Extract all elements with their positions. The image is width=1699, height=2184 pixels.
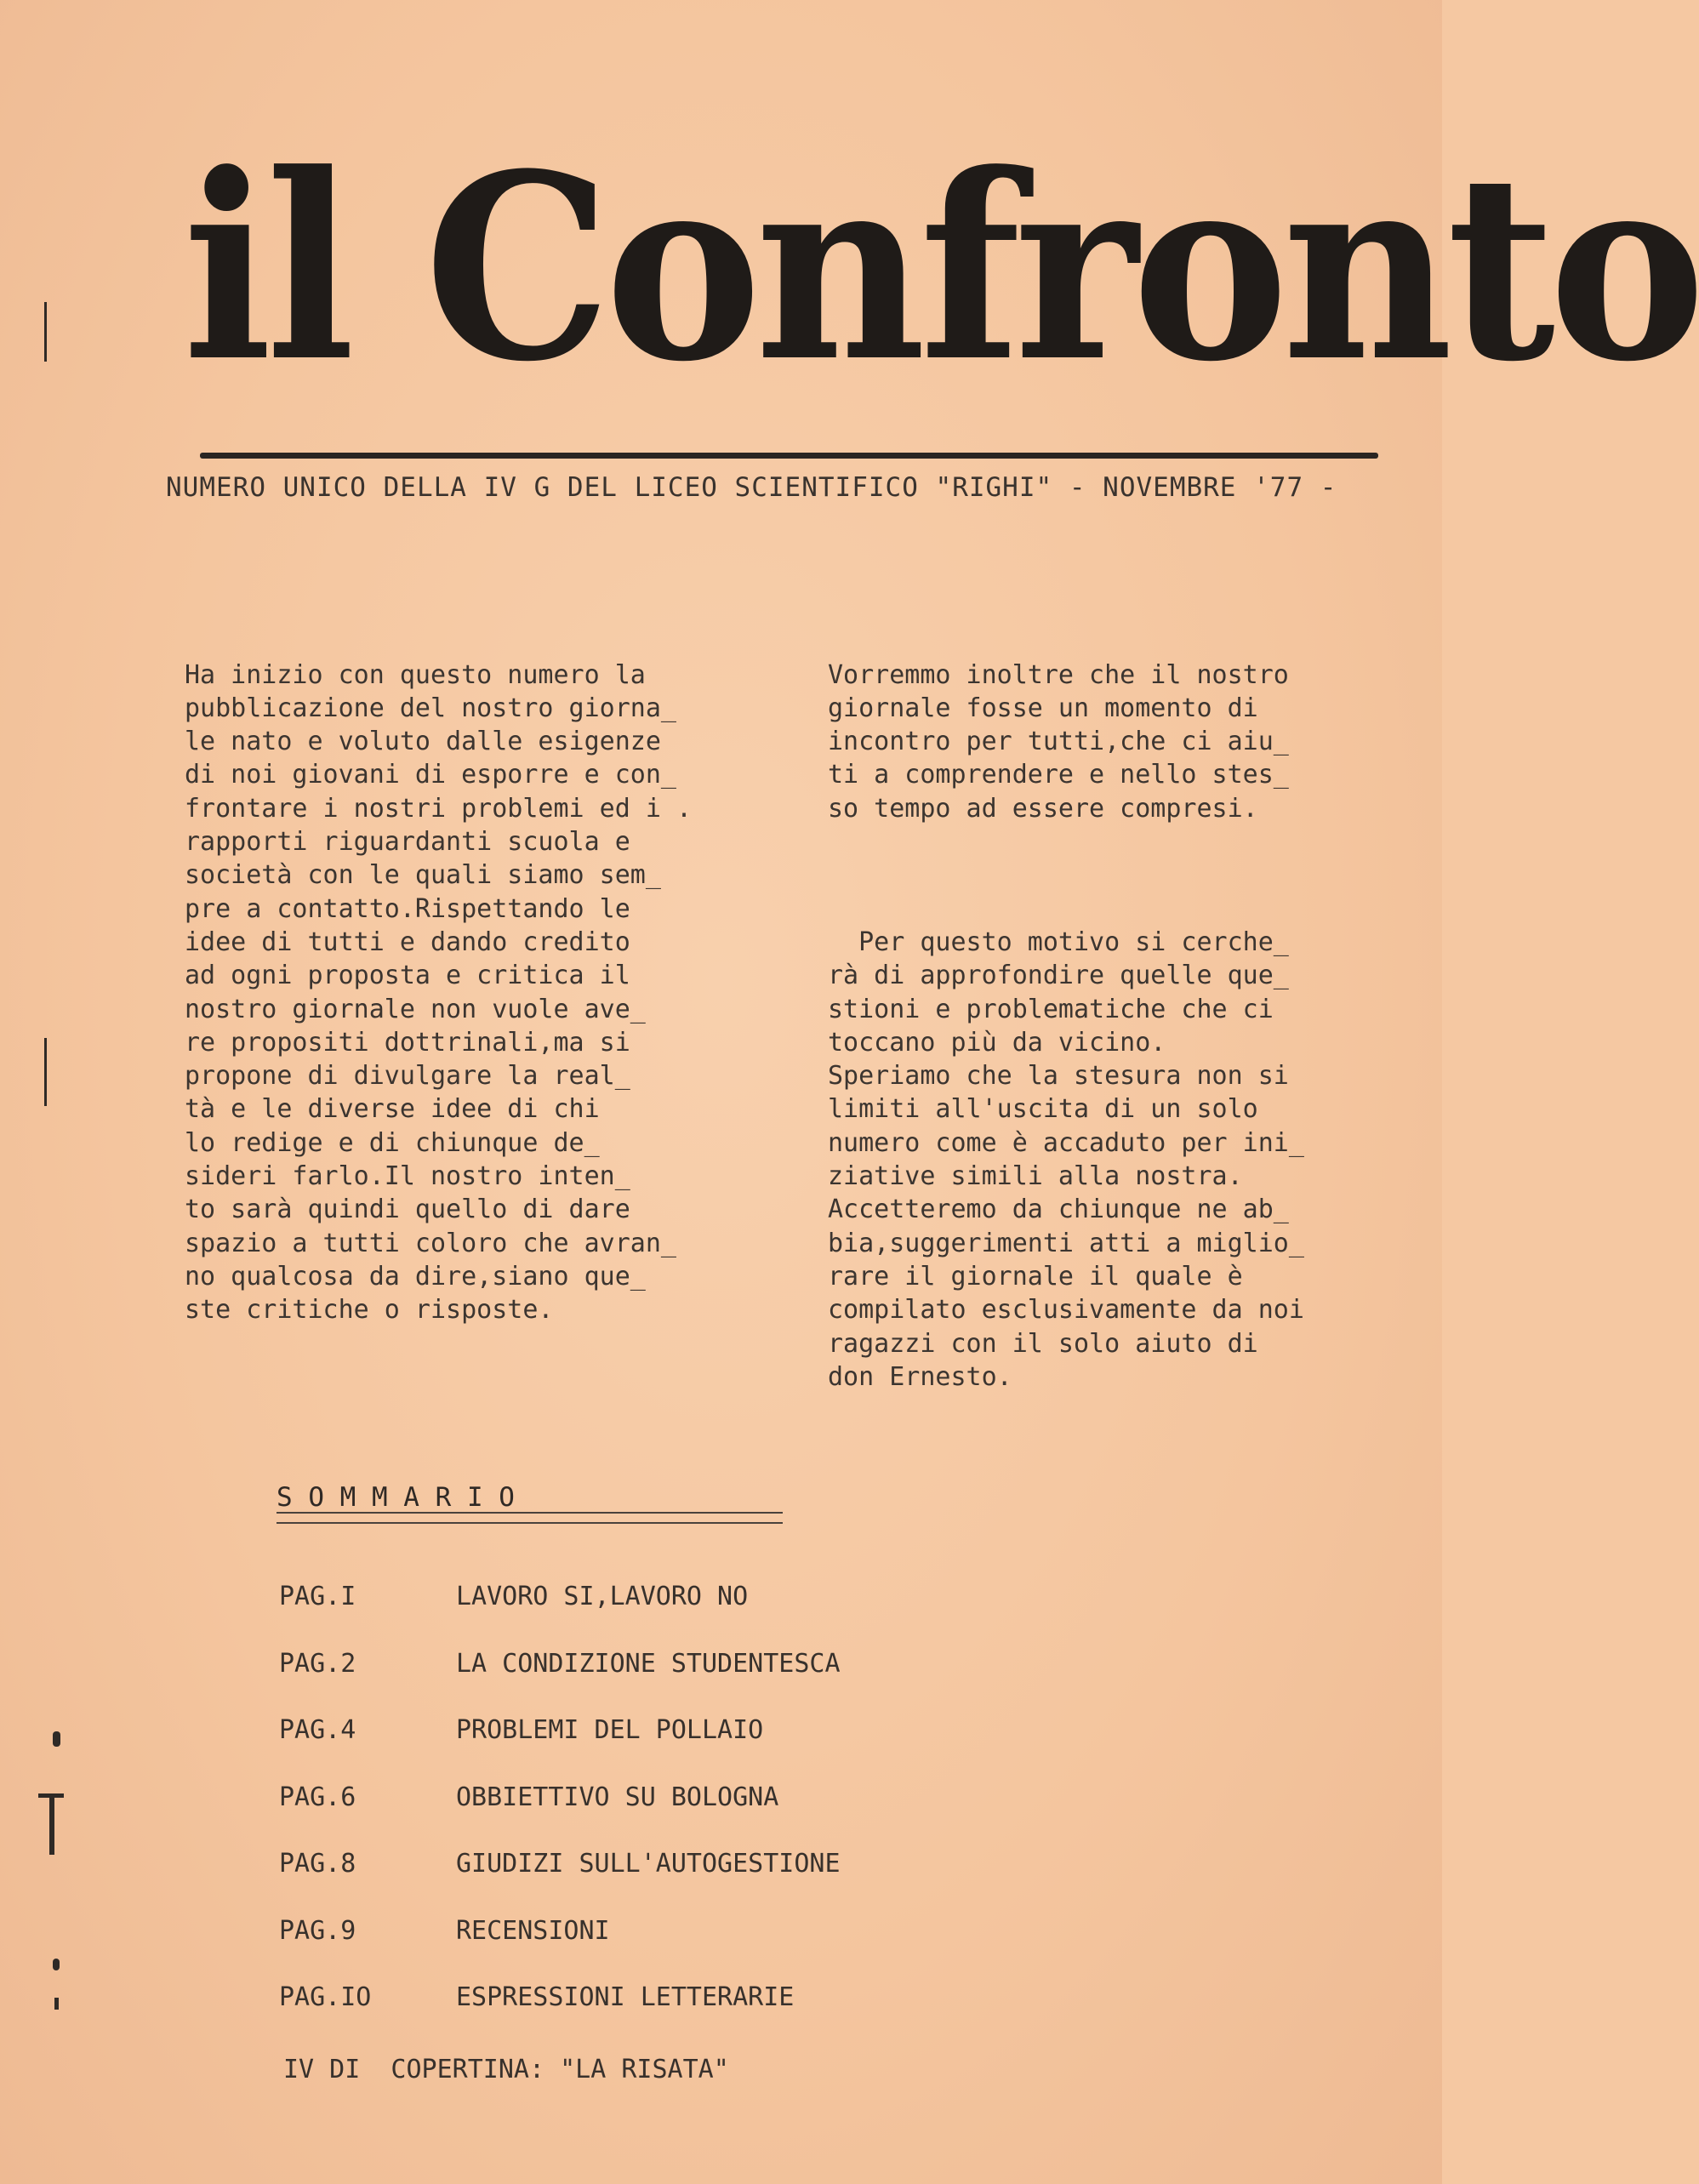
- text-line: Speriamo che la stesura non si: [828, 1061, 1289, 1092]
- text-line: lo redige e di chiunque de_: [185, 1127, 600, 1158]
- toc-row: [279, 1981, 960, 2048]
- toc-article-title: LAVORO SI,LAVORO NO: [456, 1582, 749, 1611]
- left-column-lines: [185, 659, 780, 1327]
- staple-mark: [53, 1959, 60, 1970]
- text-line: incontro per tutti,che ci aiu_: [828, 727, 1289, 757]
- masthead: [183, 102, 1699, 434]
- text-line: compilato esclusivamente da noi: [828, 1295, 1304, 1326]
- toc-page-number: PAG.4: [279, 1715, 356, 1745]
- toc-row: [279, 1781, 960, 1848]
- text-line: nostro giornale non vuole ave_: [185, 994, 646, 1024]
- toc-page-number: PAG.8: [279, 1849, 356, 1879]
- text-line: rà di approfondire quelle que_: [828, 961, 1289, 991]
- text-line: propone di divulgare la real_: [185, 1061, 630, 1092]
- text-line: giornale fosse un momento di: [828, 693, 1258, 723]
- toc-row: [279, 1847, 960, 1914]
- toc-page-number: PAG.9: [279, 1915, 356, 1946]
- text-line: limiti all'uscita di un solo: [828, 1094, 1258, 1125]
- text-line: bia,suggerimenti atti a miglio_: [828, 1228, 1304, 1258]
- text-line: Vorremmo inoltre che il nostro: [828, 659, 1289, 690]
- text-line: sideri farlo.Il nostro inten_: [185, 1161, 630, 1192]
- masthead-subtitle: NUMERO UNICO DELLA IV G DEL LICEO SCIENTIFICO "RIGHI" - NOVEMBRE '77 -: [166, 472, 1337, 503]
- toc-page-number: PAG.IO: [279, 1982, 372, 2012]
- text-line: ste critiche o risposte.: [185, 1295, 554, 1326]
- text-line: pubblicazione del nostro giorna_: [185, 693, 676, 723]
- summary-title-underline: [277, 1512, 783, 1524]
- staple-mark: [54, 1998, 59, 2010]
- text-line: so tempo ad essere compresi.: [828, 793, 1258, 824]
- text-line: le nato e voluto dalle esigenze: [185, 727, 661, 757]
- toc-article-title: PROBLEMI DEL POLLAIO: [456, 1715, 764, 1745]
- text-line: ragazzi con il solo aiuto di: [828, 1328, 1258, 1359]
- article-right-column: [828, 591, 1389, 1461]
- toc-article-title: OBBIETTIVO SU BOLOGNA: [456, 1782, 779, 1812]
- text-line: di noi giovani di esporre e con_: [185, 760, 676, 790]
- text-line: no qualcosa da dire,siano que_: [185, 1261, 646, 1292]
- text-line: ad ogni proposta e critica il: [185, 961, 630, 991]
- summary-title: S O M M A R I O: [277, 1482, 515, 1513]
- staple-mark: [49, 1795, 54, 1855]
- text-line: Per questo motivo si cerche_: [828, 927, 1289, 957]
- text-line: ti a comprendere e nello stes_: [828, 760, 1289, 790]
- margin-mark: [44, 1038, 47, 1106]
- masthead-title: il Confronto: [183, 117, 1699, 418]
- text-line: frontare i nostri problemi ed i .: [185, 793, 693, 824]
- text-line: Ha inizio con questo numero la: [185, 659, 646, 690]
- text-line: don Ernesto.: [828, 1361, 1012, 1392]
- masthead-rule: [200, 453, 1378, 459]
- text-line: ziative simili alla nostra.: [828, 1161, 1243, 1192]
- margin-mark: [44, 302, 47, 362]
- toc-cover-note: IV DI COPERTINA: "LA RISATA": [283, 2055, 729, 2084]
- text-line: società con le quali siamo sem_: [185, 860, 661, 891]
- toc-article-title: ESPRESSIONI LETTERARIE: [456, 1982, 795, 2012]
- table-of-contents: [279, 1580, 960, 2048]
- text-line: rare il giornale il quale è: [828, 1261, 1243, 1292]
- right-column-paragraph-2: [828, 926, 1389, 1394]
- text-line: tà e le diverse idee di chi: [185, 1094, 600, 1125]
- toc-page-number: PAG.I: [279, 1582, 356, 1611]
- toc-row: [279, 1647, 960, 1714]
- toc-row: [279, 1914, 960, 1982]
- toc-row: [279, 1714, 960, 1781]
- toc-article-title: RECENSIONI: [456, 1915, 610, 1946]
- text-line: stioni e problematiche che ci: [828, 994, 1274, 1024]
- article-left-column: [185, 591, 780, 1394]
- staple-mark: [53, 1731, 60, 1747]
- text-line: rapporti riguardanti scuola e: [185, 827, 630, 858]
- toc-article-title: LA CONDIZIONE STUDENTESCA: [456, 1648, 841, 1679]
- right-column-paragraph-1: [828, 659, 1389, 825]
- toc-article-title: GIUDIZI SULL'AUTOGESTIONE: [456, 1849, 841, 1879]
- toc-row: [279, 1580, 960, 1647]
- toc-page-number: PAG.2: [279, 1648, 356, 1679]
- text-line: spazio a tutti coloro che avran_: [185, 1228, 676, 1258]
- text-line: idee di tutti e dando credito: [185, 927, 630, 957]
- text-line: numero come è accaduto per ini_: [828, 1127, 1304, 1158]
- text-line: pre a contatto.Rispettando le: [185, 893, 630, 924]
- text-line: Accetteremo da chiunque ne ab_: [828, 1195, 1289, 1225]
- text-line: toccano più da vicino.: [828, 1027, 1166, 1058]
- toc-page-number: PAG.6: [279, 1782, 356, 1812]
- text-line: re propositi dottrinali,ma si: [185, 1027, 630, 1058]
- text-line: to sarà quindi quello di dare: [185, 1195, 630, 1225]
